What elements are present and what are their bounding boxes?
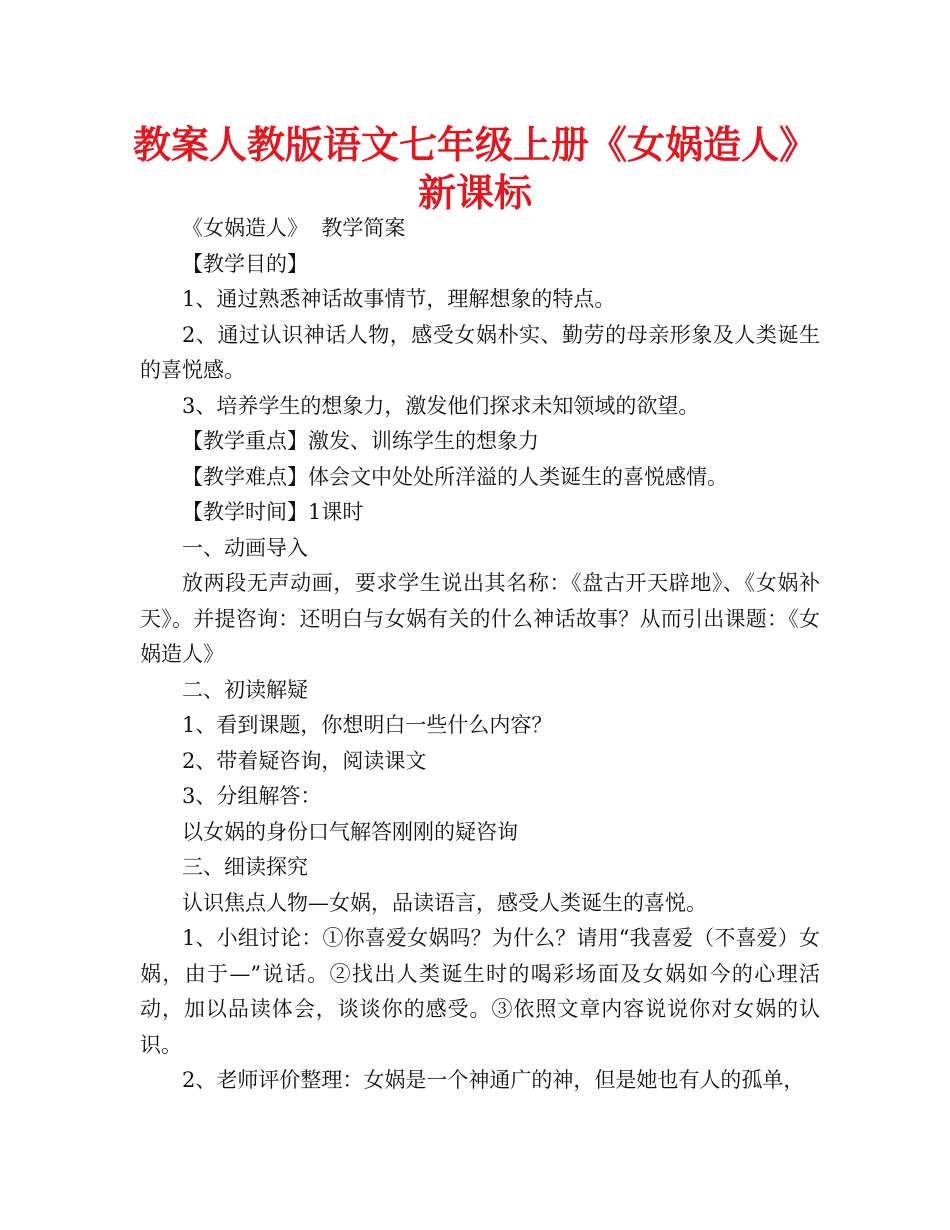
paragraph-section-2-item-3: 3、分组解答： [182,784,322,808]
document-title-line-1: 教案人教版语文七年级上册《女娲造人》 [132,123,817,167]
paragraph-objective-2: 2、通过认识神话人物，感受女娲朴实、勤劳的母亲形象及人类诞生的喜悦感。 [140,322,820,382]
document-title-line-2: 新课标 [417,171,532,215]
paragraph-section-2-note: 以女娲的身份口气解答刚刚的疑咨询 [182,819,518,844]
paragraph-section-3-item-1: 1、小组讨论：①你喜爱女娲吗？为什么？请用“我喜爱（不喜爱）女娲，由于—”说话。②找出人类诞生时的喝彩场面及女娲如今的心理活动，加以品读体会，谈谈你的感受。③依照文章内容说说你对女娲的认识。 [140,926,820,1057]
paragraph-objective-1: 1、通过熟悉神话故事情节，理解想象的特点。 [182,287,616,311]
paragraph-objectives-heading: 【教学目的】 [182,251,308,276]
paragraph-section-3-intro: 认识焦点人物—女娲，品读语言，感受人类诞生的喜悦。 [182,890,707,915]
paragraph-objective-3: 3、培养学生的想象力，激发他们探求未知领域的欲望。 [182,393,700,418]
paragraph-subtitle: 《女娲造人》 教学简案 [182,216,406,240]
paragraph-section-3-item-2: 2、老师评价整理：女娲是一个神通广的神，但是她也有人的孤单， [182,1068,805,1092]
paragraph-section-2-item-2: 2、带着疑咨询，阅读课文 [182,748,427,773]
paragraph-section-3-heading: 三、细读探究 [182,855,308,879]
paragraph-section-2-item-1: 1、看到课题，你想明白一些什么内容？ [182,713,553,737]
paragraph-difficulty: 【教学难点】体会文中处处所洋溢的人类诞生的喜悦感情。 [182,464,728,489]
paragraph-section-1-body: 放两段无声动画，要求学生说出其名称：《盘古开天辟地》、《女娲补天》。并提咨询：还明白与女娲有关的什么神话故事？从而引出课题：《女娲造人》 [140,571,820,666]
paragraph-time: 【教学时间】1课时 [182,500,364,524]
paragraph-section-2-heading: 二、初读解疑 [182,677,308,702]
paragraph-section-1-heading: 一、动画导入 [182,535,308,560]
paragraph-key-point: 【教学重点】激发、训练学生的想象力 [182,429,539,453]
document-body [140,211,820,1099]
